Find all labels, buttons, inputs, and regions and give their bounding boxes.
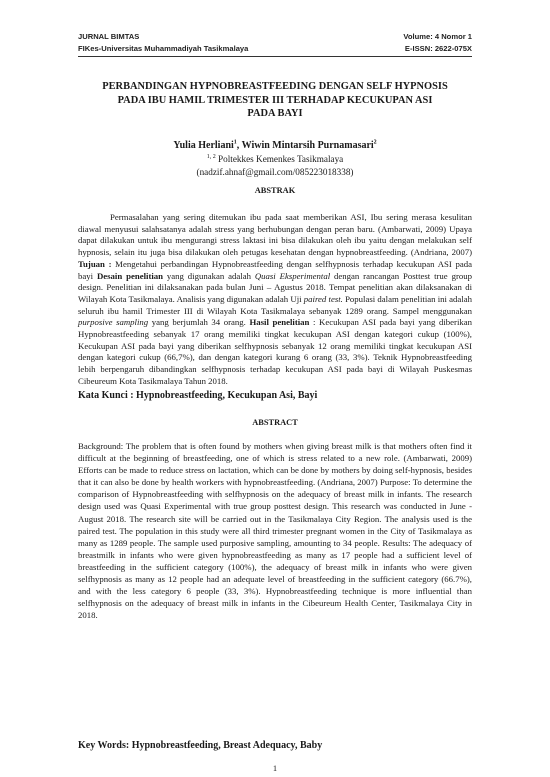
author-list bbox=[78, 140, 472, 151]
author-superscript: 1 bbox=[233, 139, 237, 146]
abstrak-text: yang digunakan adalah bbox=[163, 270, 255, 281]
affiliation-line bbox=[78, 153, 472, 166]
desain-label: Desain penelitian bbox=[96, 270, 164, 281]
abstrak-text: Permasalahan yang sering ditemukan ibu pada saat memberikan ASI, Ibu sering merasa kesulitan diawal menyusui salahsatanya adalah stress yang berhubungan dengan peran baru. (Ambarwati, 2009) Upaya dapat dilakukan untuk ibu mengurangi stress laktasi ini bisa dilakukan oleh ibu yaitu dengan melakukan self hypnosis, selain itu juga bisa dilakukan oleh petugas kesehatan dengan hypnobreastfeeding. (Andriana, 2007) bbox=[78, 212, 472, 258]
affiliation-superscript: 1, 2 bbox=[206, 153, 216, 160]
author-name: Wiwin Mintarsih Purnamasari bbox=[241, 140, 374, 151]
abstrak-text: yang berjumlah 34 orang. bbox=[148, 317, 250, 328]
journal-volume: Volume: 4 Nomor 1 bbox=[403, 32, 472, 41]
abstrak-heading: ABSTRAK bbox=[254, 186, 296, 195]
test-italic: paired test. bbox=[303, 293, 343, 304]
paper-title bbox=[78, 80, 472, 121]
title-line: PADA BAYI bbox=[247, 108, 303, 119]
author-superscript: 2 bbox=[373, 139, 377, 146]
affiliation bbox=[78, 153, 472, 178]
abstrak-text: : Kecukupan ASI pada bayi yang diberikan Hypnobreastfeeding sebanyak 17 orang memiliki tingkat kecukupan ASI dengan kategori cukup (100%), Kecukupan ASI pada bayi yang diberikan selfhypnosis sebanyak 12 orang memiliki tingkat kecukupan ASI dengan kategori cukup (66,7%), dan dengan kategori kurang 6 orang (33, 3%). Teknik Hypnobreastfeeding lebih berpengaruh dibandingkan selfhypnosis terhadap kecukupan ASI pada bayi di Wilayah Puskesmas Cibeureum Kota Tasikmalaya Tahun 2018. bbox=[78, 317, 473, 386]
author-name: Yulia Herliani bbox=[173, 140, 234, 151]
abstrak-text: Mengetahui perbandingan Hypnobreastfeeding dengan selfhypnosis terhadap kecukupan ASI pada bayi bbox=[78, 258, 472, 281]
abstrak-text: Populasi dalam penelitian ini adalah seluruh ibu hamil Trimester III di Wilayah Kota Tasikmalaya sebanyak 1289 orang. Sampel menggunakan bbox=[78, 293, 473, 316]
affiliation-institution: Poltekkes Kemenkes Tasikmalaya bbox=[215, 154, 344, 164]
contact-info: (nadzif.ahnaf@gmail.com/085223018338) bbox=[196, 166, 354, 177]
journal-name: JURNAL BIMTAS bbox=[78, 32, 140, 41]
tujuan-label: Tujuan : bbox=[78, 258, 112, 269]
sampling-italic: purposive sampling bbox=[78, 317, 149, 328]
abstrak-body bbox=[78, 212, 472, 388]
journal-issn: E-ISSN: 2622-075X bbox=[404, 44, 472, 53]
hasil-label: Hasil penelitian bbox=[249, 317, 310, 328]
kata-kunci: Kata Kunci : Hypnobreastfeeding, Kecukupan Asi, Bayi bbox=[78, 390, 318, 401]
title-line: PERBANDINGAN HYPNOBREASTFEEDING DENGAN SELF HYPNOSIS bbox=[102, 81, 448, 92]
title-line: PADA IBU HAMIL TRIMESTER III TERHADAP KECUKUPAN ASI bbox=[117, 94, 433, 106]
page-number: 1 bbox=[272, 763, 278, 773]
header-divider bbox=[78, 56, 472, 57]
abstrak-text: dengan rancangan Posttest true group design. Penelitian ini dilaksanakan pada bulan Juni – Agustus 2018. Tempat penelitian akan dilaksanakan di Wilayah Kota Tasikmalaya. Analisis yang digunakan adalah Uji bbox=[78, 270, 472, 304]
key-words: Key Words: Hypnobreastfeeding, Breast Adequacy, Baby bbox=[78, 740, 323, 751]
abstract-body: Background: The problem that is often found by mothers when giving breast milk is that mothers often find it difficult at the beginning of breastfeeding, one of which is stress related to a new role. (Ambarwati, 2009) Efforts can be made to reduce stress on lactation, which can be done by mothers by doing self-hypnosis, besides that it can also be done by health workers with hypnobreastfeeding. (Andriana, 2007) Purpose: To determine the comparison of Hypnobreastfeeding with selfhypnosis on the adequacy of breast milk in infants. The research design used was Quasi Experimental with true group posttest design. This research was conducted in June - August 2018. The research site will be carried out in the Tasikmalaya City Region. The analysis used is the paired test. The population in this study were all third trimester pregnant women in the City of Tasikmalaya as many as 1289 people. The sample used purposive sampling, amounting to 34 people. Results: The adequacy of breastmilk in infants who were given hypnobreastfeeding as many as 17 people had a sufficient level of breastfeeding in the sufficient category (100%), the adequacy of breast milk in infants who were given selfhypnosis as many as 12 people had an adequate level of breastfeeding in the sufficient category (66.7%), and with the less category 6 people (33, 3%). Hypnobreastfeeding technique is more influential than selfhypnosis on the adequacy of breast milk in infants in the Cibeureum Health Center, Tasikmalaya City in 2018. bbox=[78, 441, 472, 621]
author-separator: , bbox=[236, 140, 242, 151]
journal-institution: FIKes-Universitas Muhammadiyah Tasikmalaya bbox=[78, 44, 249, 53]
abstract-heading: ABSTRACT bbox=[252, 418, 298, 427]
design-italic: Quasi Eksperimental bbox=[254, 270, 331, 281]
